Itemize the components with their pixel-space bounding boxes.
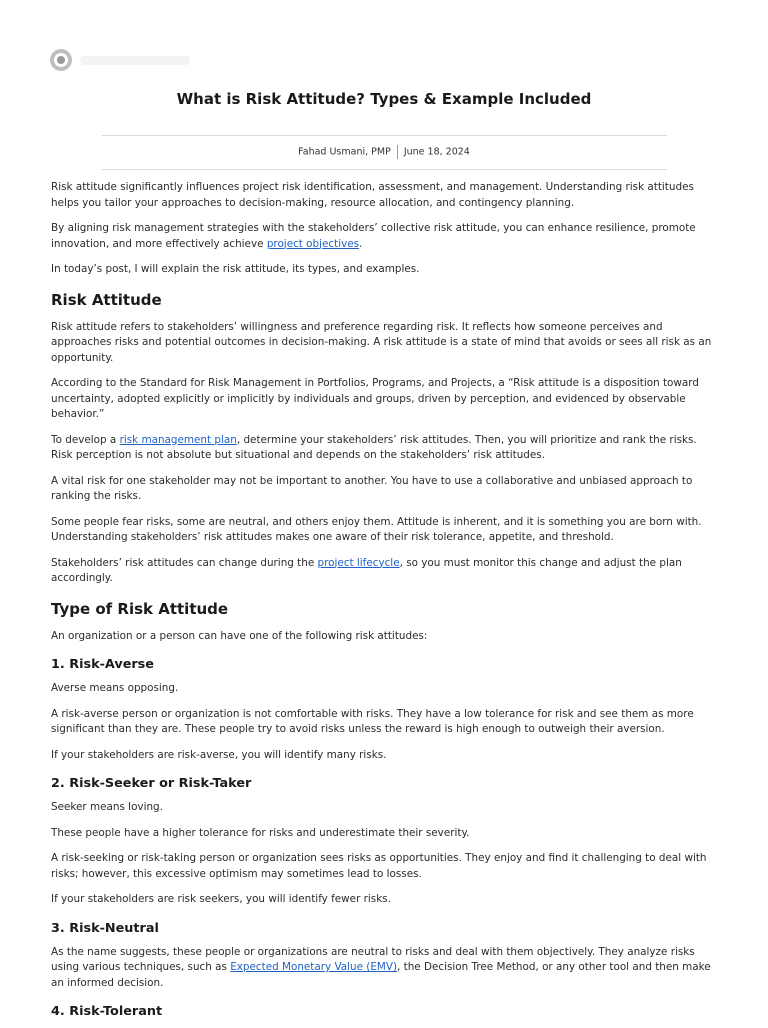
risk-management-plan-link[interactable]: risk management plan	[119, 433, 237, 446]
risk-neutral-paragraph-1	[51, 945, 721, 992]
subheading-risk-seeker: 2. Risk-Seeker or Risk-Taker	[51, 776, 252, 791]
risk-attitude-paragraph-4: A vital risk for one stakeholder may not be important to another. You have to use a collaborative and unbiased approach to ranking the risks.	[51, 474, 693, 502]
paragraph-text: To develop a	[51, 433, 120, 446]
article-meta	[0, 145, 768, 159]
risk-attitude-paragraph-3	[51, 433, 721, 464]
types-intro: An organization or a person can have one of the following risk attitudes:	[51, 629, 428, 642]
risk-averse-paragraph-1: Averse means opposing.	[51, 682, 179, 694]
project-lifecycle-link[interactable]: project lifecycle	[317, 556, 400, 569]
article-author[interactable]: Fahad Usmani, PMP	[298, 146, 391, 158]
risk-seeker-paragraph-1: Seeker means loving.	[51, 801, 163, 813]
meta-separator	[397, 145, 398, 159]
intro-paragraph-2	[51, 221, 721, 252]
article-body	[51, 180, 721, 1028]
site-logo-icon[interactable]	[50, 49, 72, 71]
site-logo-wordmark[interactable]	[80, 56, 190, 65]
intro-paragraph-1: Risk attitude significantly influences project risk identification, assessment, and management. Understanding risk attitudes helps you tailor your approaches to decision-making, resource allocation, and contingency planning.	[51, 181, 694, 209]
section-heading-types: Type of Risk Attitude	[51, 599, 229, 618]
risk-attitude-paragraph-2: According to the Standard for Risk Management in Portfolios, Programs, and Projects, a “Risk attitude is a disposition toward uncertainty, adopted explicitly or implicitly by individuals and groups, driven by perception, and evidenced by observable behavior.”	[51, 377, 699, 420]
site-header	[50, 48, 190, 72]
section-heading-risk-attitude: Risk Attitude	[51, 290, 162, 309]
subheading-risk-tolerant: 4. Risk-Tolerant	[51, 1004, 163, 1019]
intro-text-end: .	[359, 237, 363, 250]
paragraph-text-end: , so you must monitor this change and adjust the plan accordingly.	[51, 556, 682, 584]
paragraph-text: As the name suggests, these people or organizations are neutral to risks and deal with them objectively. They analyze risks using various techniques, such as	[51, 945, 695, 973]
risk-attitude-paragraph-6	[51, 556, 721, 587]
risk-averse-paragraph-3: If your stakeholders are risk-averse, you will identify many risks.	[51, 748, 387, 761]
meta-divider-top	[102, 135, 667, 136]
intro-paragraph-3: In today’s post, I will explain the risk attitude, its types, and examples.	[51, 263, 420, 275]
article-date: June 18, 2024	[403, 146, 470, 158]
risk-attitude-paragraph-5: Some people fear risks, some are neutral, and others enjoy them. Attitude is inherent, and it is something you are born with. Understanding stakeholders’ risk attitudes makes one aware of their risk tolerance, appetite, and threshold.	[51, 515, 702, 543]
paragraph-text-end: , the Decision Tree Method, or any other tool and then make an informed decision.	[51, 961, 711, 989]
emv-link[interactable]: Expected Monetary Value (EMV)	[230, 961, 398, 973]
risk-seeker-paragraph-3: A risk-seeking or risk-taking person or organization sees risks as opportunities. They enjoy and find it challenging to deal with risks; however, this excessive optimism may sometimes lead to losses.	[51, 852, 707, 880]
risk-averse-paragraph-2: A risk-averse person or organization is not comfortable with risks. They have a low tolerance for risk and see them as more significant than they are. These people try to avoid risks unless the reward is high enough to outweigh their aversion.	[51, 707, 694, 735]
project-objectives-link[interactable]: project objectives	[266, 237, 360, 250]
subheading-risk-neutral: 3. Risk-Neutral	[51, 920, 159, 936]
paragraph-text: Stakeholders’ risk attitudes can change during the	[51, 556, 318, 569]
risk-attitude-paragraph-1: Risk attitude refers to stakeholders’ willingness and preference regarding risk. It reflects how someone perceives and approaches risks and potential outcomes in decision-making. A risk attitude is a state of mind that avoids or sees all risk as an opportunity.	[51, 320, 712, 364]
article-title: What is Risk Attitude? Types & Example Included	[176, 90, 592, 108]
subheading-risk-averse: 1. Risk-Averse	[51, 657, 154, 672]
risk-seeker-paragraph-4: If your stakeholders are risk seekers, you will identify fewer risks.	[51, 893, 391, 905]
meta-divider-bottom	[102, 169, 667, 170]
risk-seeker-paragraph-2: These people have a higher tolerance for risks and underestimate their severity.	[51, 826, 470, 839]
paragraph-text-end: , determine your stakeholders’ risk attitudes. Then, you will prioritize and rank the risks. Risk perception is not absolute but situational and depends on the stakeholders’ risk attitudes.	[51, 433, 697, 461]
intro-text: By aligning risk management strategies with the stakeholders’ collective risk attitude, you can enhance resilience, promote innovation, and more effectively achieve	[51, 222, 696, 250]
